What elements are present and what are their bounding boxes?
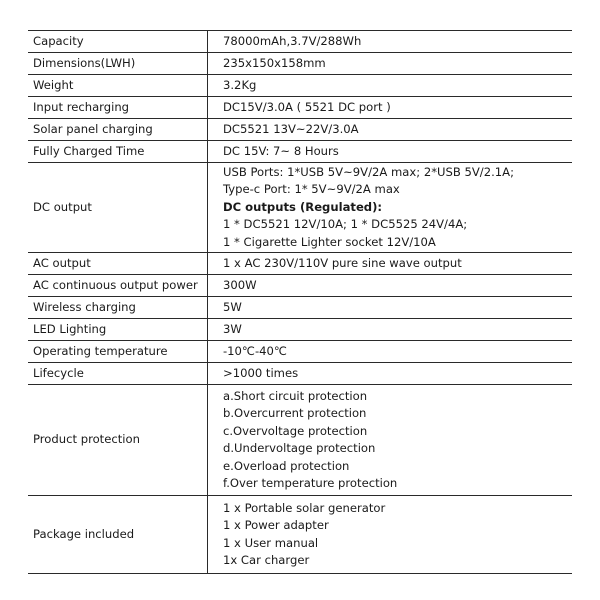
spec-value-line: USB Ports: 1*USB 5V~9V/2A max; 2*USB 5V/2.1A; [223, 164, 514, 179]
spec-row-solar-panel-charging [28, 119, 572, 141]
spec-value-line: 1x Car charger [223, 553, 310, 567]
spec-value-line: d.Undervoltage protection [223, 441, 376, 455]
spec-value-line: 78000mAh,3.7V/288Wh [223, 33, 362, 48]
spec-value-line: 1 * DC5521 12V/10A; 1 * DC5525 24V/4A; [223, 217, 468, 232]
spec-row-product-protection [28, 385, 572, 496]
spec-row-lifecycle [28, 363, 572, 385]
spec-label: Input recharging [28, 97, 208, 119]
spec-label: Wireless charging [28, 297, 208, 319]
spec-row-ac-output [28, 253, 572, 275]
spec-value [208, 75, 573, 97]
spec-value [208, 341, 573, 363]
spec-value-line: >1000 times [223, 365, 299, 380]
spec-value-line: a.Short circuit protection [223, 388, 368, 403]
spec-row-led-lighting [28, 319, 572, 341]
spec-row-package-included [28, 496, 572, 574]
spec-table [28, 30, 572, 574]
spec-row-input-recharging [28, 97, 572, 119]
spec-value-line: b.Overcurrent protection [223, 406, 367, 420]
spec-label: Weight [28, 75, 208, 97]
spec-value [208, 141, 573, 163]
spec-row-capacity [28, 31, 572, 53]
spec-value-line: 1 x AC 230V/110V pure sine wave output [223, 255, 462, 270]
spec-value-line: 5W [223, 299, 242, 314]
spec-value-line: DC 15V: 7~ 8 Hours [223, 143, 339, 158]
spec-value [208, 119, 573, 141]
spec-row-dimensions [28, 53, 572, 75]
spec-label: Operating temperature [28, 341, 208, 363]
spec-value [208, 53, 573, 75]
spec-label: DC output [28, 163, 208, 253]
spec-label: LED Lighting [28, 319, 208, 341]
spec-label: Package included [28, 496, 208, 574]
spec-row-ac-continuous-output-power [28, 275, 572, 297]
spec-row-wireless-charging [28, 297, 572, 319]
spec-value-line: Type-c Port: 1* 5V~9V/2A max [223, 182, 400, 197]
spec-value [208, 319, 573, 341]
spec-value-line: -10℃-40℃ [223, 343, 287, 358]
spec-value [208, 163, 573, 253]
spec-value [208, 275, 573, 297]
spec-row-fully-charged-time [28, 141, 572, 163]
spec-label: AC output [28, 253, 208, 275]
spec-label: Solar panel charging [28, 119, 208, 141]
spec-value-line: c.Overvoltage protection [223, 423, 368, 438]
spec-label: Dimensions(LWH) [28, 53, 208, 75]
spec-value [208, 253, 573, 275]
spec-value-subheading: DC outputs (Regulated): [223, 199, 383, 214]
spec-row-operating-temperature [28, 341, 572, 363]
spec-label: Capacity [28, 31, 208, 53]
spec-label: AC continuous output power [28, 275, 208, 297]
spec-value-line: 1 x Portable solar generator [223, 500, 386, 515]
spec-value [208, 385, 573, 496]
spec-value-line: DC5521 13V~22V/3.0A [223, 121, 359, 136]
spec-label: Product protection [28, 385, 208, 496]
spec-value [208, 297, 573, 319]
spec-value [208, 31, 573, 53]
spec-value [208, 363, 573, 385]
spec-value-line: 1 x Power adapter [223, 518, 329, 532]
spec-value-line: 1 * Cigarette Lighter socket 12V/10A [223, 234, 436, 249]
spec-row-dc-output [28, 163, 572, 253]
spec-label: Lifecycle [28, 363, 208, 385]
spec-row-weight [28, 75, 572, 97]
spec-value-line: 235x150x158mm [223, 55, 326, 70]
spec-value-line: f.Over temperature protection [223, 476, 398, 490]
spec-label: Fully Charged Time [28, 141, 208, 163]
spec-value-line: 3W [223, 321, 242, 336]
spec-value [208, 496, 573, 574]
spec-value-line: 300W [223, 277, 257, 292]
spec-value-line: 1 x User manual [223, 535, 319, 550]
spec-value [208, 97, 573, 119]
spec-value-line: e.Overload protection [223, 458, 350, 473]
spec-value-line: DC15V/3.0A ( 5521 DC port ) [223, 99, 391, 114]
spec-value-line: 3.2Kg [223, 77, 257, 92]
